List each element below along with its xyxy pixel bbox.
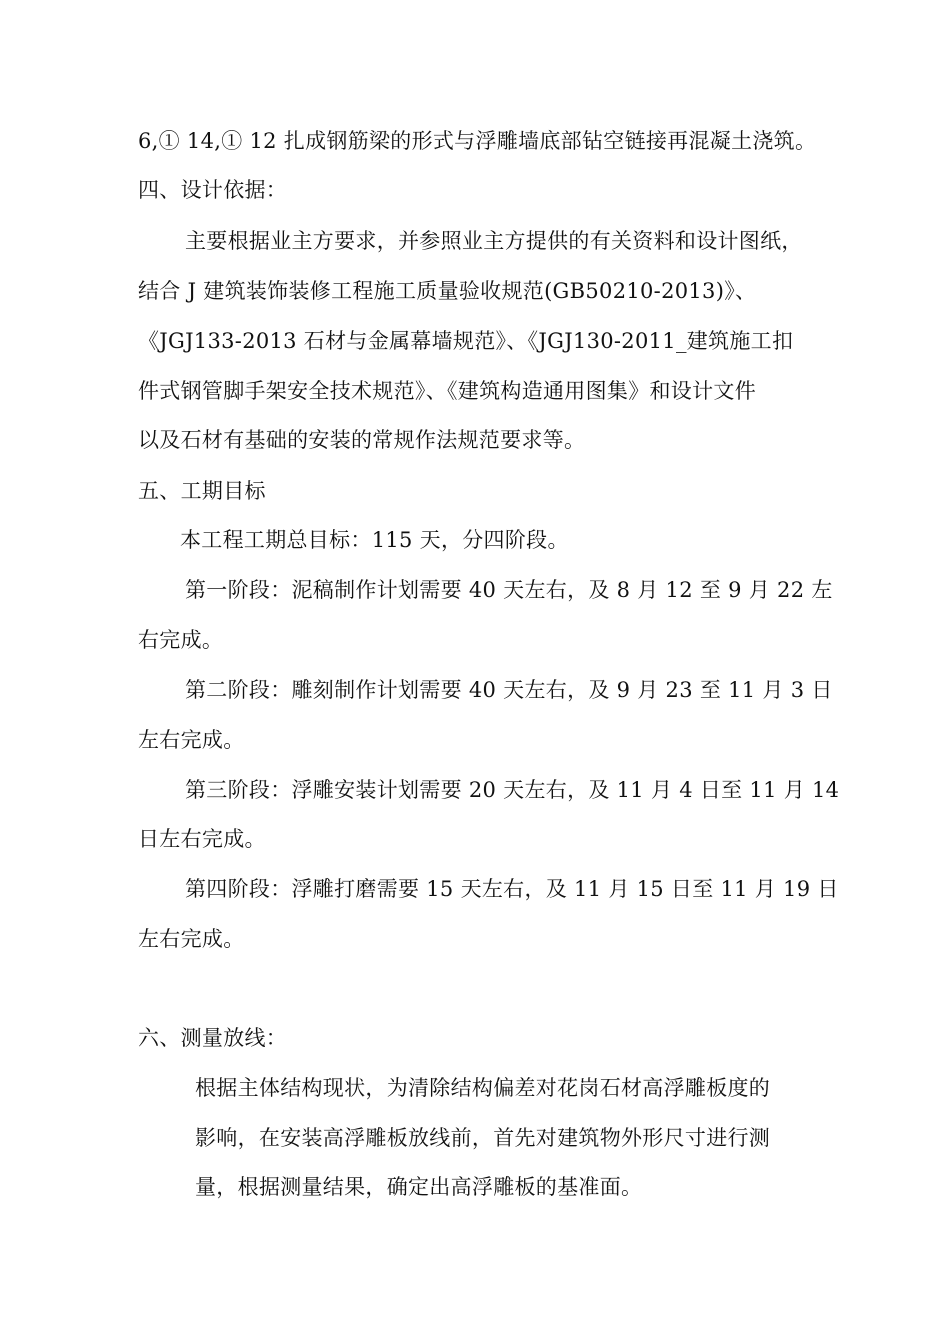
paragraph-line: 量，根据测量结果，确定出高浮雕板的基准面。 bbox=[195, 1175, 643, 1199]
paragraph-line-intro: 6,① 14,① 12 扎成钢筋梁的形式与浮雕墙底部钻空链接再混凝土浇筑。 bbox=[138, 129, 817, 153]
stage-2-line: 左右完成。 bbox=[138, 728, 245, 752]
paragraph-line: 《JGJ133-2013 石材与金属幕墙规范》、《JGJ130-2011_建筑施工扣 bbox=[138, 329, 794, 353]
section-heading-design-basis: 四、设计依据： bbox=[138, 178, 288, 202]
stage-1-line: 右完成。 bbox=[138, 628, 224, 652]
stage-4-line: 第四阶段：浮雕打磨需要 15 天左右，及 11 月 15 日至 11 月 19 日 bbox=[185, 877, 839, 901]
paragraph-line: 根据主体结构现状，为清除结构偏差对花岗石材高浮雕板度的 bbox=[195, 1076, 771, 1100]
section-heading-survey: 六、测量放线： bbox=[138, 1026, 288, 1050]
section-heading-schedule: 五、工期目标 bbox=[138, 479, 266, 503]
stage-4-line: 左右完成。 bbox=[138, 927, 245, 951]
stage-2-line: 第二阶段：雕刻制作计划需要 40 天左右，及 9 月 23 至 11 月 3 日 bbox=[185, 678, 833, 702]
paragraph-line: 以及石材有基础的安装的常规作法规范要求等。 bbox=[138, 428, 586, 452]
stage-1-line: 第一阶段：泥稿制作计划需要 40 天左右，及 8 月 12 至 9 月 22 左 bbox=[185, 578, 833, 602]
stage-3-line: 第三阶段：浮雕安装计划需要 20 天左右，及 11 月 4 日至 11 月 14 bbox=[185, 778, 840, 802]
paragraph-line: 件式钢管脚手架安全技术规范》、《建筑构造通用图集》和设计文件 bbox=[138, 379, 756, 403]
stage-3-line: 日左右完成。 bbox=[138, 827, 266, 851]
paragraph-line: 本工程工期总目标：115 天，分四阶段。 bbox=[180, 528, 569, 552]
paragraph-line: 主要根据业主方要求，并参照业主方提供的有关资料和设计图纸， bbox=[185, 229, 803, 253]
paragraph-line: 影响，在安装高浮雕板放线前，首先对建筑物外形尺寸进行测 bbox=[195, 1126, 771, 1150]
paragraph-line: 结合 J 建筑装饰装修工程施工质量验收规范(GB50210-2013)》、 bbox=[138, 279, 757, 303]
